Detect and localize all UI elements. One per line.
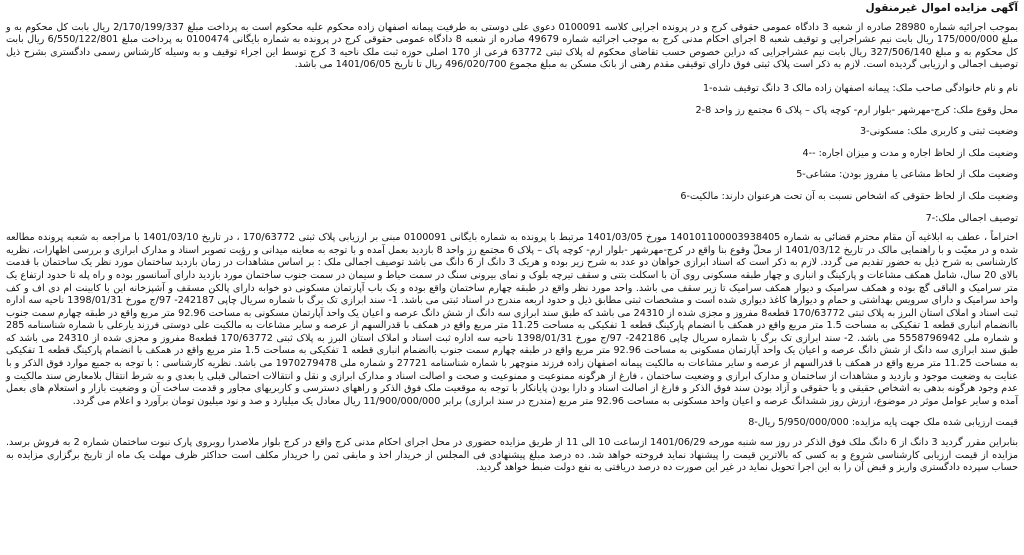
item-joint-ownership: وضعیت ملک از لحاظ مشاعی یا مفروز بودن: مشاعی-5: [796, 169, 1018, 181]
item-brief-description: توصیف اجمالی ملک:-7: [925, 212, 1018, 224]
item-registration-usage: وضعیت ثبتی و کاربری ملک: مسکونی-3: [860, 126, 1018, 138]
item-legal-rights: وضعیت ملک از لحاظ حقوقی که اشخاص نسبت به آن تحت هرعنوان دارند: مالکیت-6: [680, 190, 1018, 202]
expert-description-paragraph: احتراماً ، عطف به ابلاغیه آن مقام محترم قضائی به شماره 140101100003938405 مورخ 1401/03/05 مرتبط با پرونده به شماره بایگانی 0100091 مبنی بر ارزیابی پلاک ثبتی 170/63772 ، در تاریخ 1401/03/10 با مراجعه به شعبه پرونده مطالعه شده و در معیّت و با راهنمایی مالک در تاریخ 1401/03/12 از محلّ وقوع بنا واقع در کرج-مهرشهر -بلوار ارم- کوچه پاک – پلاک 6 مجتمع رز واحد 8 بازدید بعمل آمده و با توجه به معاینه میدانی و رؤیت تصویر اسناد و مدارک ابرازی و بررسی اظهارات، نظریه کارشناسی به شرح ذیل به حضور تقدیم می گردد. لازم به ذکر است که اسناد ابرازی خواهان دو عدد به شرح زیر بوده و هریک 3 دانگ از 6 دانگ می باشد توصیف اجمالی ملک : بر اساس مشاهدات در زمان بازدید ساختمان مورد نظر یک ساختمان با قدمت بالای 20 سال، شامل همکف مشاعات و پارکینگ و انباری و چهار طبقه مسکونی روی آن با اسکلت بتنی و سقف تیرچه بلوک و نمای بیرونی سنگ در سمت حیاط و سیمان در سمت جنوب ساختمان مورد بازدید دارای آسانسور بوده و راه پله تا حدود ارتفاع یک متر سرامیک و الباقی گچ بوده و همکف سرامیک و دیوار همکف سرامیک تا زیر سقف می باشد. واحد مورد نظر واقع در طبقه چهارم ساختمان واقع بوده و یک باب آپارتمان مسکونی دو خوابه دارای پالکن مسقف و آشپزخانه این با کابینت ام دی اف و کف واحد سرامیک و دارای سرویس بهداشتی و حمام و دیوارها کاغذ دیواری شده است و مشخصات ثبتی مطابق ذیل و حدود اربعه مندرج در اسناد ثبتی می باشد. 1- سند ابرازی تک برگ با شماره سریال چاپی 242187- 97/ج مورخ 1398/01/31 ناحیه سه اداره ثبت اسناد و املاک استان البرز به پلاک ثبتی 170/63772 قطعه8 مفروز و مجزی شده از 24310 می باشد که طبق سند ابرازی سه دانگ از شش دانگ عرصه و اعیان یک واحد آپارتمان مسکونی به مساحت 92.96 متر مربع واقع در طبقه چهارم سمت جنوب باانضمام انباری قطعه 1 تفکیکی به مساحت 1.5 متر مربع واقع در همکف با انضمام پارکینگ قطعه 1 تفکیکی به مساحت 11.25 متر مربع واقع در همکف با قدرالسهم از عرصه و سایر مشاعات به مالکیت علی دوستی فرزند یارعلی با شماره شناسنامه 285 و شماره ملی 5558796942 می باشد. 2- سند ابرازی تک برگ با شماره سریال چاپی 242186- 97/ج مورخ 1398/01/31 ناحیه سه اداره ثبت اسناد و املاک استان البرز به پلاک ثبتی 170/63772 قطعه8 مفروز و مجزی شده از 24310 می باشد که طبق سند ابرازی سه دانگ از شش دانگ عرصه و اعیان یک واحد آپارتمان مسکونی به مساحت 92.96 متر مربع واقع در طبقه چهارم سمت جنوب باانضمام انباری قطعه 1 تفکیکی به مساحت 1.5 متر مربع واقع در همکف با انضمام پارکینگ قطعه 1 تفکیکی به مساحت 11.25 متر مربع واقع در همکف با قدرالسهم از عرصه و سایر مشاعات به مالکیت پیمانه اصفهان زاده فرزند منوچهر با شماره شناسنامه 27721 و شماره ملی 1970279478 می باشد. نظریه کارشناسی : با توجه به جمیع موارد فوق الذکر و با عنایت به وضعیت موجود و بازدید و مشاهدات از ساختمان و مدارک ابرازی و وضعیت ساختمان ، فارغ از هرگونه ممنوعیت و ممنوعیت و صحت و اصالت اسناد و مدارک ابرازی و نقل و انتقالات احتمالی قبلی یا بعدی و به شرط انتقال بلامعارض سند مالکیت و عدم وجود هرگونه بدهی به اشخاص حقیقی و یا حقوقی و آزاد بودن سند فوق الذکر و فارغ از اصالت اسناد و دارا بودن پایانکار با توجه به موقعیت ملک فوق الذکر و راههای دسترسی و کاربریهای مجاور و قدمت ساخت آن و وضعیت بازار و استعلام های بعمل آمده و سایر عوامل موثر در موضوع، ارزش روز ششدانگ عرصه و اعیان واحد مسکونی به مساحت 92.96 متر مربع (مندرج در سند ابرازی) برابر 11/900/000/000 ریال معادل یک میلیارد و صد و نود میلیون تومان برآورد و اعلام می گردد.: [6, 232, 1019, 407]
intro-paragraph: بموجب اجرائیه شماره 28980 صادره از شعبه 3 دادگاه عمومی حقوقی کرج و در پرونده اجرایی کلاسه 0100091 دعوی علی دوستی به طرفیت پیمانه اصفهان زاده محکوم علیه محکوم است به پرداخت مبلغ 2/170/199/337 ریال بابت کل محکوم به و مبلغ 175/000/000 ریال بابت نیم عشراجرایی و توقیف شعبه 8 اجرای احکام مدنی کرج به موجب اجرائیه شماره 49679 صادره از شعبه 8 دادگاه عمومی حقوقی کرج در پرونده به شماره بایگانی 0100474 به پرداخت مبلغ 6/550/122/801 ریال بابت کل محکوم به و مبلغ 327/506/140 ریال بابت نیم عشراجرایی که دراین خصوص حسب تقاضای محکوم له پلاک ثبتی 63772 فرعی از 170 اصلی حوزه ثبت ملک ناحیه 3 کرج توسط این اجراء توقیف و به وسیله کارشناس رسمی دادگستری بشرح ذیل توصیف اجمالی و ارزیابی گردیده است. لازم به ذکر است پلاک ثبتی فوق دارای توقیفی مقدم رهنی از بانک مسکن به مبلغ مجموع 496/020/700 ریال تا تاریخ 1401/06/05 می باشد.: [6, 21, 1019, 71]
notice-title: آگهی مزایده اموال غیرمنقول: [865, 2, 1018, 14]
item-owner-name: نام و نام خانوادگی صاحب ملک: پیمانه اصفهان زاده مالک 3 دانگ توقیف شده-1: [703, 82, 1018, 94]
auction-conditions-paragraph: بنابراین مقرر گردید 3 دانگ از 6 دانگ ملک فوق الذکر در روز سه شنبه مورخه 1401/06/29 ازساعت 10 الی 11 از طریق مزایده حضوری در محل اجرای احکام مدنی کرج واقع در کرج بلوار ملاصدرا روبروی پارک نبوت ساختمان شماره 2 به فروش برسد. مزایده از قیمت ارزیابی کارشناسی شروع و به کسی که بالاترین قیمت را پیشنهاد نماید فروخته خواهد شد. ده درصد مبلغ پیشنهادی فی المجلس از خریدار اخذ و مابقی ثمن را خریدار مکلف است حداکثر ظرف مهلت یک ماه از تاریخ برگزاری مزایده به حساب سپرده دادگستری واریز و قبض آن را به این اجرا تحویل نماید در غیر این صورت ده درصد دریافتی به نفع دولت ضبط خواهد گردید.: [6, 437, 1018, 474]
item-property-location: محل وقوع ملک: کرج-مهرشهر -بلوار ارم- کوچه پاک – پلاک 6 مجتمع رز واحد 8-2: [695, 104, 1018, 116]
base-price-item: قیمت ارزیابی شده ملک جهت پایه مزایده: 5/950/000/000 ریال-8: [748, 417, 1018, 429]
item-lease-status: وضعیت ملک از لحاظ اجاره و مدت و میزان اجاره: --4: [802, 147, 1018, 159]
